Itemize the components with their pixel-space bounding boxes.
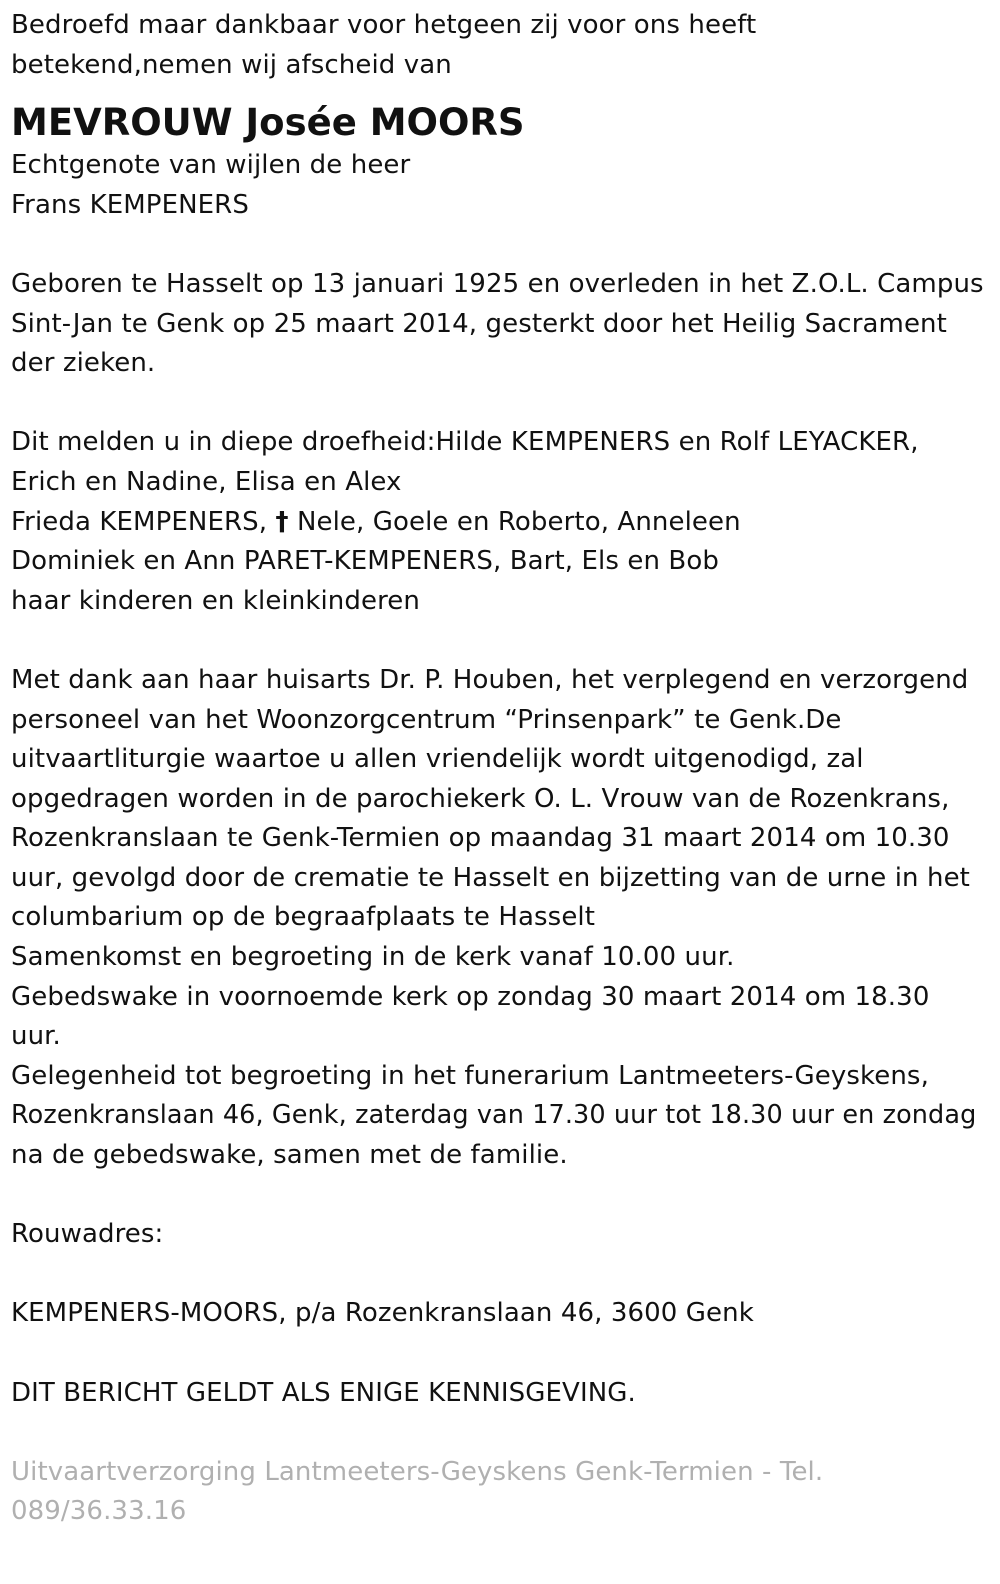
funeral-home-footer bbox=[11, 1453, 986, 1532]
service-line: uur. bbox=[11, 1021, 61, 1052]
spacer bbox=[11, 1334, 986, 1374]
paragraph-line: der zieken. bbox=[11, 348, 156, 379]
cross-icon: † bbox=[275, 506, 289, 537]
family-paragraph bbox=[11, 423, 986, 621]
intro-line: Bedroefd maar dankbaar voor hetgeen zij voor ons heeft bbox=[11, 10, 757, 40]
spouse-line: Echtgenote van wijlen de heer bbox=[11, 150, 411, 181]
intro-line: betekend,nemen wij afscheid van bbox=[11, 49, 452, 80]
service-line: personeel van het Woonzorgcentrum “Prinsenpark” te Genk.De bbox=[11, 704, 842, 735]
service-line: na de gebedswake, samen met de familie. bbox=[11, 1140, 568, 1171]
service-line: uur, gevolgd door de crematie te Hasselt en bijzetting van de urne in het bbox=[11, 862, 970, 893]
spacer bbox=[11, 1176, 986, 1216]
spouse-line: Frans KEMPENERS bbox=[11, 189, 249, 220]
spacer bbox=[11, 225, 986, 265]
service-line: Gebedswake in voornoemde kerk op zondag 30 maart 2014 om 18.30 bbox=[11, 981, 930, 1012]
obituary-notice bbox=[11, 6, 986, 1532]
paragraph-line: Geboren te Hasselt op 13 januari 1925 en overleden in het Z.O.L. Campus bbox=[11, 268, 984, 299]
spouse-text bbox=[11, 146, 986, 225]
deceased-name: MEVROUW Josée MOORS bbox=[11, 101, 525, 145]
intro-text bbox=[11, 6, 986, 85]
birth-death-paragraph bbox=[11, 265, 986, 384]
service-line: Met dank aan haar huisarts Dr. P. Houben, het verplegend en verzorgend bbox=[11, 664, 969, 695]
service-line: opgedragen worden in de parochiekerk O. L. Vrouw van de Rozenkrans, bbox=[11, 783, 950, 814]
family-line: Dominiek en Ann PARET-KEMPENERS, Bart, Els en Bob bbox=[11, 546, 719, 577]
service-line: uitvaartliturgie waartoe u allen vriendelijk wordt uitgenodigd, zal bbox=[11, 744, 864, 775]
footer-line: 089/36.33.16 bbox=[11, 1496, 187, 1527]
spacer bbox=[11, 621, 986, 661]
service-line: Samenkomst en begroeting in de kerk vanaf 10.00 uur. bbox=[11, 942, 735, 973]
paragraph-line: Sint-Jan te Genk op 25 maart 2014, gesterkt door het Heilig Sacrament bbox=[11, 308, 947, 339]
family-line: Dit melden u in diepe droefheid:Hilde KEMPENERS en Rolf LEYACKER, bbox=[11, 427, 919, 458]
mourning-address: KEMPENERS-MOORS, p/a Rozenkranslaan 46, 3600 Genk bbox=[11, 1298, 754, 1329]
notice-text: DIT BERICHT GELDT ALS ENIGE KENNISGEVING. bbox=[11, 1377, 636, 1408]
family-line: Erich en Nadine, Elisa en Alex bbox=[11, 466, 402, 497]
rouwadres-label: Rouwadres: bbox=[11, 1219, 164, 1250]
service-paragraph bbox=[11, 661, 986, 1176]
family-line bbox=[11, 503, 986, 543]
service-line: columbarium op de begraafplaats te Hasselt bbox=[11, 902, 596, 933]
service-line: Rozenkranslaan te Genk-Termien op maandag 31 maart 2014 om 10.30 bbox=[11, 823, 950, 854]
spacer bbox=[11, 1413, 986, 1453]
footer-line: Uitvaartverzorging Lantmeeters-Geyskens Genk-Termien - Tel. bbox=[11, 1456, 824, 1487]
family-line: haar kinderen en kleinkinderen bbox=[11, 585, 420, 616]
family-line-suffix: Nele, Goele en Roberto, Anneleen bbox=[288, 506, 741, 537]
spacer bbox=[11, 1255, 986, 1295]
service-line: Rozenkranslaan 46, Genk, zaterdag van 17.30 uur tot 18.30 uur en zondag bbox=[11, 1100, 977, 1131]
family-line-prefix: Frieda KEMPENERS, bbox=[11, 506, 276, 537]
service-line: Gelegenheid tot begroeting in het funerarium Lantmeeters-Geyskens, bbox=[11, 1060, 929, 1091]
spacer bbox=[11, 384, 986, 424]
